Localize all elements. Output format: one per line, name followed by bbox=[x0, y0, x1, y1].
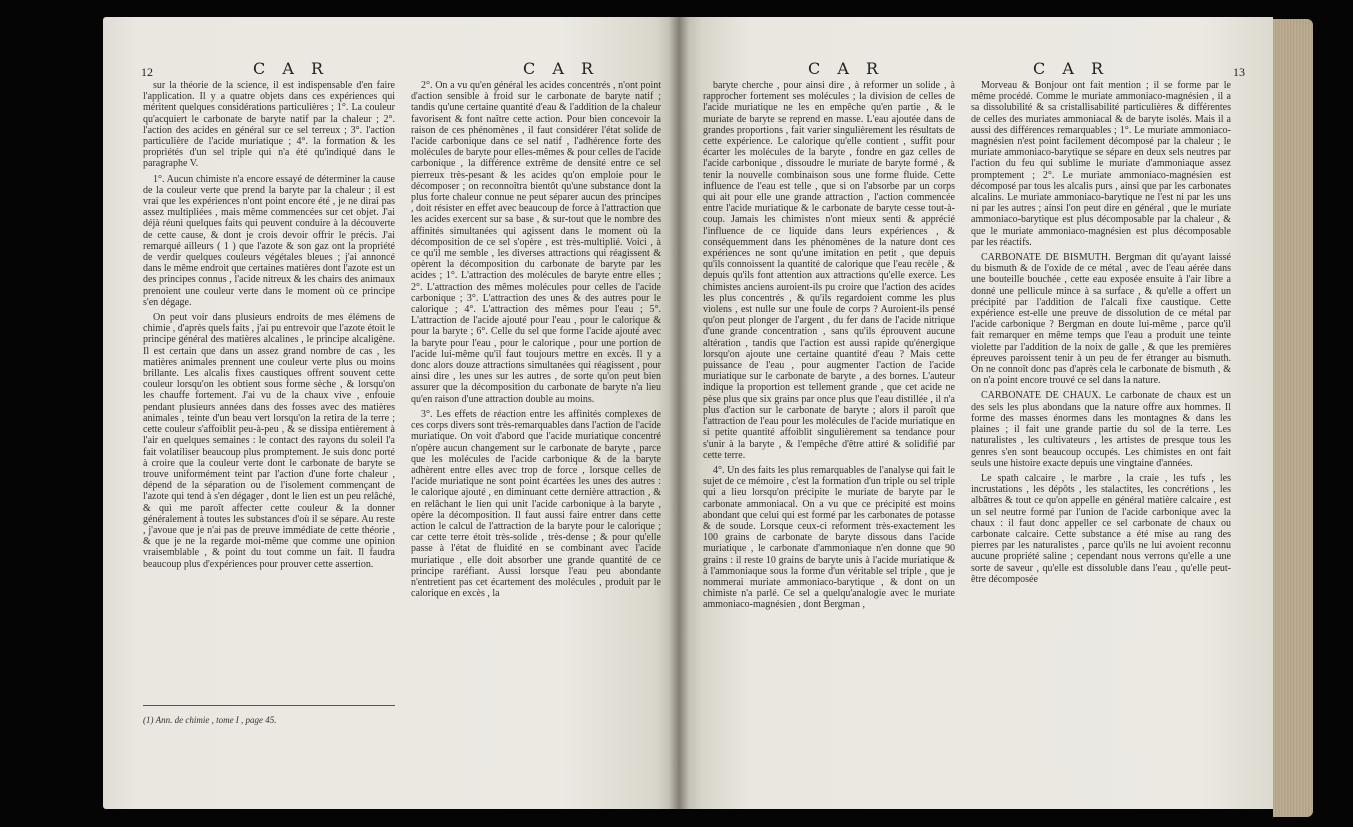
running-head-left-1: C A R bbox=[253, 59, 330, 78]
running-head-right-1: C A R bbox=[808, 59, 885, 78]
left-page-column-2 bbox=[411, 80, 661, 730]
footnote: (1) Ann. de chimie , tome I , page 45. bbox=[143, 715, 277, 725]
book-gutter bbox=[669, 17, 689, 809]
paragraph: baryte cherche , pour ainsi dire , à reformer un solide , à rapprocher fortement ses molécules ; la division de celles de l'acide muriatique ne les en empêche qu'en partie , & le muriate de baryte se reprend en masse. L'eau ajoutée dans de grandes proportions , fait varier singulièrement les résultats de cette expérience. Le calorique qu'elle contient , suffit pour écarter les molécules de la baryte , fondre en gaz celles de l'acide carbonique , dissoudre le muriate de baryte formé , & tenir la nouvelle combinaison sous une forme fluide. Cette influence de l'eau est telle , que si on l'absorbe par un corps qui ait pour elle une grande attraction , l'action commencée entre l'acide muriatique & le carbonate de baryte cesse tout-à-coup. Jamais les chimistes n'ont mieux senti & apprécié l'influence de ce liquide dans leurs expériences , & conséquemment dans les phénomènes de la nature dont ces expériences ne sont qu'une imitation en petit , que depuis qu'ils connoissent la quantité de calorique que l'eau recèle , & depuis qu'ils font attention aux attractions qu'elle exerce. Les chimistes anciens auroient-ils pu croire que l'action des acides les plus concentrés , & qu'ils regardoient comme les plus violens , est nulle sur une foule de corps ? Auroient-ils pensé qu'on peut plonger de l'argent , du fer dans de l'acide nitrique d'une grande concentration , sans qu'ils éprouvent aucune altération , tandis que l'action est aussi rapide qu'énergique lorsqu'on ajoute une certaine quantité d'eau ? Mais cette puissance de l'eau , pour augmenter l'action de l'acide muriatique sur le carbonate de baryte , a des bornes. L'auteur indique la proportion est tellement grande , que cet acide ne pèse plus que six grains par once plus que l'eau distillée , il n'a plus d'action sur le carbonate de baryte ; alors il paroît que l'attraction de l'eau pour les molécules de l'acide muriatique en si petite quantité affoiblit singulièrement sa tendance pour s'unir à la baryte , & l'empêche d'être attiré & solidifié par cette terre. bbox=[703, 80, 955, 461]
page-number-left: 12 bbox=[141, 65, 153, 79]
running-head-right-2: C A R bbox=[1033, 59, 1110, 78]
right-page bbox=[678, 17, 1273, 809]
paragraph: 2°. On a vu qu'en général les acides concentrés , n'ont point d'action sensible à froid sur le carbonate de baryte natif ; tandis qu'une certaine quantité d'eau & l'addition de la chaleur favorisent & font naître cette action. Pour bien concevoir la raison de ces phénomènes , il faut considérer l'état solide de l'acide carbonique dans ce sel natif , l'adhérence forte des molécules de baryte pour elles-mêmes & pour celles de l'acide carbonique , la différence extrême de densité entre ce sel pierreux très-pesant & les acides qu'on emploie pour le décomposer ; on reconnoîtra bientôt qu'une substance dont la plus forte chaleur connue ne peut séparer aucun des principes , doit résister en effet avec beaucoup de force à l'attraction que les acides exercent sur sa base , & sur-tout que le nombre des affinités simultanées qui agissent dans le moment où la décomposition de ce sel s'opère , est très-multiplié. Voici , à ce qu'il me semble , les diverses attractions qui réagissent & opèrent la décomposition du carbonate de baryte par les acides ; 1°. L'attraction des molécules de baryte entre elles ; 2°. L'attraction des mêmes molécules pour celles de l'acide carbonique ; 3°. L'attraction des unes & des autres pour le calorique ; 4°. L'attraction des mêmes pour l'eau ; 5°. L'attraction de l'acide ajouté pour l'eau , pour le calorique & pour la baryte ; 6°. Celle du sel que forme l'acide ajouté avec la baryte pour l'eau , pour le calorique , pour une portion de l'acide lui-même qu'il faut toujours mettre en excès. Il y a donc alors douze attractions simultanées qui réagissent , pour ainsi dire , les unes sur les autres , de sorte qu'on peut bien assurer que la décomposition du carbonate de baryte n'a lieu qu'en raison d'une attraction double au moins. bbox=[411, 80, 661, 405]
paragraph: Morveau & Bonjour ont fait mention ; il se forme par le même procédé. Comme le muriate ammoniaco-magnésien , il a sa dissolubilité & sa cristallisabilité particulières & différentes de celles des muriates ammoniacal & de baryte isolés. Mais il a aussi des différences remarquables ; 1°. Le muriate ammoniaco-magnésien n'est point facilement décomposé par la chaleur ; le muriate ammoniaco-barytique se sépare en deux sels neutres par l'action du feu qui sublime le muriate d'ammoniaque assez promptement ; 2°. Le muriate ammoniaco-magnésien est décomposé par tous les alcalis purs , ainsi que par les carbonates alcalins. Le muriate ammoniaco-barytique ne l'est ni par les uns ni par les autres ; ainsi l'on peut dire en général , que le muriate ammoniaco-barytique est plus décomposable par la chaleur , & que le muriate ammoniaco-magnésien est plus décomposable par les réactifs. bbox=[971, 80, 1231, 248]
paragraph: 1°. Aucun chimiste n'a encore essayé de déterminer la cause de la couleur verte que prend la baryte par la chaleur ; il est vrai que les expériences n'ont point encore été , je ne dirai pas assez multipliées , mais même commencées sur cet objet. J'ai déjà réuni quelques faits qui peuvent conduire à la découverte de cette cause, & dont je crois devoir offrir le précis. J'ai remarqué ailleurs ( 1 ) que l'azote & son gaz ont la propriété de verdir quelques couleurs végétales bleues ; j'ai annoncé dans le même endroit que certaines matières dont l'azote est un des principes connus , l'acide nitreux & les chairs des animaux prenoient une couleur verte dans le moment où ce principe s'en dégage. bbox=[143, 173, 395, 308]
paragraph: Le spath calcaire , le marbre , la craie , les tufs , les incrustations , les dépôts , les stalactites, les concrétions , les albâtres & tout ce qu'on appelle en général matière calcaire , est un sel neutre formé par l'union de l'acide carbonique avec la chaux : il faut donc appeller ce sel carbonate de chaux ou carbonate calcaire. Cette substance a été mise au rang des pierres par les naturalistes , parce qu'ils ne lui avoient reconnu aucune propriété saline ; cependant nous verrons qu'elle a une sorte de saveur , qu'elle est dissoluble dans l'eau , qu'elle peut-être décomposée bbox=[971, 472, 1231, 585]
open-book bbox=[103, 17, 1313, 817]
left-page-column-1 bbox=[143, 80, 395, 700]
page-number-right: 13 bbox=[1233, 65, 1245, 79]
paragraph: sur la théorie de la science, il est indispensable d'en faire l'application. Il y a quatre objets dans ces expériences qui méritent quelques considérations particulières ; 1°. La couleur qu'acquiert le carbonate de baryte natif par la chaleur ; 2°. l'action des acides en général sur ce sel terreux ; 3°. l'action particulière de l'acide muriatique ; 4°. la formation & les propriétés d'un sel triple qui n'a été qu'indiqué dans le paragraphe V. bbox=[143, 80, 395, 170]
paragraph: CARBONATE DE CHAUX. Le carbonate de chaux est un des sels les plus abondans que la nature offre aux hommes. Il forme des masses énormes dans les montagnes & dans les plaines ; il fait une grande partie du sol de la terre. Les naturalistes , les cultivateurs , les artistes de presque tous les genres s'en sont beaucoup occupés. Les chimistes en ont fait seuls une histoire exacte depuis une vingtaine d'années. bbox=[971, 390, 1231, 469]
right-page-column-1 bbox=[703, 80, 955, 740]
paragraph: 4°. Un des faits les plus remarquables de l'analyse qui fait le sujet de ce mémoire , c'est la formation d'un triple ou sel triple qui a lieu lorsqu'on précipite le muriate de baryte par le carbonate ammoniacal. On a vu que ce précipité est moins abondant que celui qui est formé par les carbonates de potasse & de soude. Lorsque ceux-ci reforment très-exactement les 100 grains de carbonate de baryte dissous dans l'acide muriatique , le carbonate d'ammoniaque n'en donne que 90 grains : il reste 10 grains de baryte unis à l'acide muriatique & à l'ammoniaque sous la forme d'un véritable sel triple , que je nommerai muriate ammoniaco-barytique , & dont on un chimiste n'a parlé. Ce sel a quelqu'analogie avec le muriate ammoniaco-magnésien , dont Bergman , bbox=[703, 464, 955, 611]
right-page-column-2 bbox=[971, 80, 1231, 740]
paragraph: 3°. Les effets de réaction entre les affinités complexes de ces corps divers sont très-remarquables dans l'action de l'acide muriatique. On voit d'abord que l'acide muriatique concentré n'opère aucun changement sur le carbonate de baryte , parce que les molécules de l'acide carbonique & de la baryte adhèrent entre elles avec trop de force , lorsque celles de l'acide muriatique ne sont point écartées les unes des autres : le calorique ajouté , en diminuant cette dernière attraction , & en relâchant le lien qui unit l'acide carbonique à la baryte , opère la décomposition. Il faut aussi faire entrer dans cette action le calcul de l'attraction de la baryte pour le calorique ; car cette terre étoit très-solide , très-dense ; & pour qu'elle passe à l'état de fluidité en se combinant avec l'acide muriatique , elle doit absorber une grande quantité de ce principe raréfiant. Aussi lorsque l'eau peu abondante n'entretient pas cet écartement des molécules , produit par le calorique en excès , la bbox=[411, 408, 661, 600]
page-edges bbox=[1273, 19, 1313, 817]
paragraph: On peut voir dans plusieurs endroits de mes élémens de chimie , d'après quels faits , j'ai pu entrevoir que l'azote étoit le principe général des matières alcalines , le principe alcaligène. Il est certain que dans un assez grand nombre de cas , les matières animales prennent une couleur verte plus ou moins brillante. Les alcalis fixes caustiques offrent souvent cette couleur lorsqu'on les obtient sous forme sèche , & lorsqu'on les chauffe fortement. J'ai vu de la chaux vive , enfouie pendant plusieurs années dans des fosses avec des matières animales , teinte d'un beau vert lorsqu'on la retira de la terre ; cette couleur s'affoiblit peu-à-peu , & se dissipa entièrement à l'air en quelques semaines : le contact des rayons du soleil l'a fait volatiliser beaucoup plus promptement. Je suis donc porté à croire que la couleur verte dont le carbonate de baryte se trouve uniformément teint par l'action d'une forte chaleur , dépend de la séparation ou de l'isolement commençant de l'azote qui tend à s'en dégager , dont le lien est un peu relâché, & qui me paroît affecter cette couleur & la donner généralement à toutes les substances d'où il se sépare. Au reste , j'avoue que je n'ai pas de preuve immédiate de cette théorie , & que je ne la regarde moi-même que comme une opinion vraisemblable , & point du tout comme un fait. Il faudra beaucoup plus d'expériences pour prouver cette assertion. bbox=[143, 312, 395, 570]
left-page bbox=[103, 17, 678, 809]
running-head-left-2: C A R bbox=[523, 59, 600, 78]
footnote-rule bbox=[143, 705, 395, 706]
paragraph: CARBONATE DE BISMUTH. Bergman dit qu'ayant laissé du bismuth & de l'oxide de ce métal , avec de l'eau aérée dans une bouteille bouchée , cette eau exposée ensuite à l'air libre a donné une pellicule mince à sa surface , & qu'elle a offert un précipité par l'addition de l'alcali fixe caustique. Cette expérience est-elle une preuve de dissolution de ce métal par l'acide carbonique ? Bergman en doute lui-même , parce qu'il fait remarquer en même temps que l'eau a produit une teinte violette par l'addition de la noix de galle , & que les premières épreuves paroissent tenir à un peu de fer étranger au bismuth. On ne connoît donc pas d'après cela le carbonate de bismuth , & on n'a point encore trouvé ce sel dans la nature. bbox=[971, 252, 1231, 387]
